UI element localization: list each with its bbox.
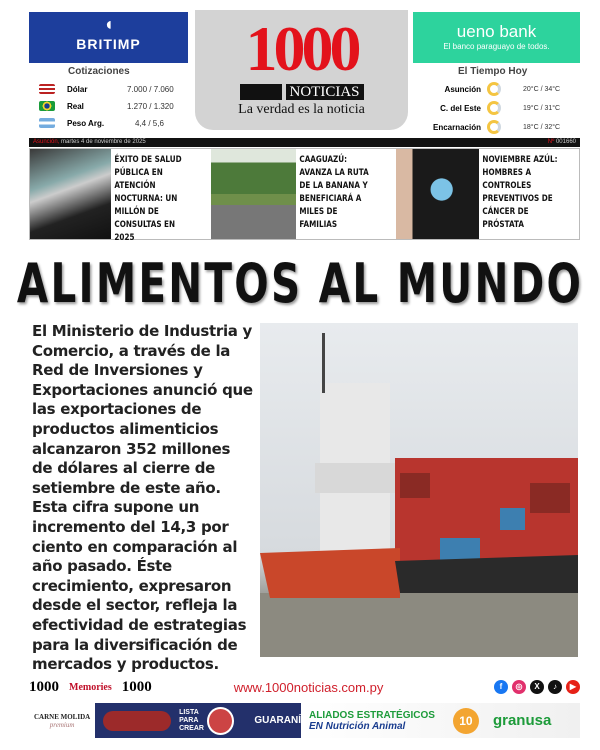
us-flag-icon [39,84,55,94]
partly-cloudy-icon [487,101,501,115]
1000-tv-logo[interactable]: 1000 [121,678,152,695]
anniversary-badge: 10 [453,708,479,734]
tiktok-icon[interactable]: ♪ [548,680,562,694]
instagram-icon[interactable]: ◎ [512,680,526,694]
argentina-flag-icon [39,118,55,128]
guarani-ad[interactable]: CARNE MOLIDA premium LISTA PARA CREAR GUARANÍ [29,703,301,738]
britimp-logo-icon: ◖ [103,14,114,34]
news-image[interactable] [211,149,297,239]
weather-title: El Tiempo Hoy [458,66,528,77]
youtube-icon[interactable]: ▶ [566,680,580,694]
weather-row: C. del Este 19°C / 31°C [425,101,560,115]
rate-row: Dólar 7.000 / 7.060 [39,84,174,94]
ueno-bank-ad[interactable]: ueno bank El banco paraguayo de todos. [413,12,580,63]
partly-cloudy-icon [487,82,501,96]
brazil-flag-icon [39,101,55,111]
article-headline: ALIMENTOS AL MUNDO [16,252,584,315]
product-image [103,711,171,731]
memories-logo[interactable]: Memories [69,681,112,693]
weather-row: Encarnación 18°C / 32°C [425,120,560,134]
cotizaciones-title: Cotizaciones [68,66,130,77]
news-strip [29,148,580,243]
footer-bar [29,674,580,700]
britimp-ad[interactable]: ◖ BRITIMP [29,12,188,63]
partly-cloudy-icon [487,120,501,134]
granusa-ad[interactable]: ALIADOS ESTRATÉGICOS EN Nutrición Animal 10 granusa [301,703,580,738]
masthead-logo[interactable]: 1000 NOTICIAS La verdad es la noticia [195,10,408,130]
news-headline-link[interactable]: CAAGUAZÚ: AVANZA LA RUTA DE LA BANANA Y BENEFICIARÁ A MILES DE FAMILIAS [299,155,370,230]
rate-row: Real 1.270 / 1.320 [39,101,174,111]
news-image[interactable] [30,149,111,239]
news-image[interactable] [396,149,479,239]
x-icon[interactable]: X [530,680,544,694]
news-headline-link[interactable]: NOVIEMBRE AZÚL: HOMBRES A CONTROLES PREVENTIVOS DE CÁNCER DE PRÓSTATA [482,155,558,230]
website-link[interactable]: www.1000noticias.com.py [233,679,384,695]
article-photo-cargo-ship [260,323,578,657]
article-body: El Ministerio de Industria y Comercio, a través de la Red de Inversiones y Exportaciones anunció que las exportaciones de productos alimenticios alcanzaron 352 millones de dólares al cierre de setiembre de este año. Esta cifra supone un incremento del 14,3 por ciento en comparación al año pasado. Éste crecimiento, expresaron desde el sector, refleja la efectividad de estrategias para la diversificación de mercados y productos. [32,322,253,674]
facebook-icon[interactable]: f [494,680,508,694]
radio-1000-logo[interactable]: 1000 [29,678,59,695]
date-bar: Asunción, martes 4 de noviembre de 2025 Nº 001660 [29,138,580,147]
news-headline-link[interactable]: ÉXITO DE SALUD PÚBLICA EN ATENCIÓN NOCTURNA: UN MILLÓN DE CONSULTAS EN 2025 [114,155,182,243]
meatballs-image [207,707,234,735]
weather-row: Asunción 20°C / 34°C [425,82,560,96]
rate-row: Peso Arg. 4,4 / 5,6 [39,118,164,128]
